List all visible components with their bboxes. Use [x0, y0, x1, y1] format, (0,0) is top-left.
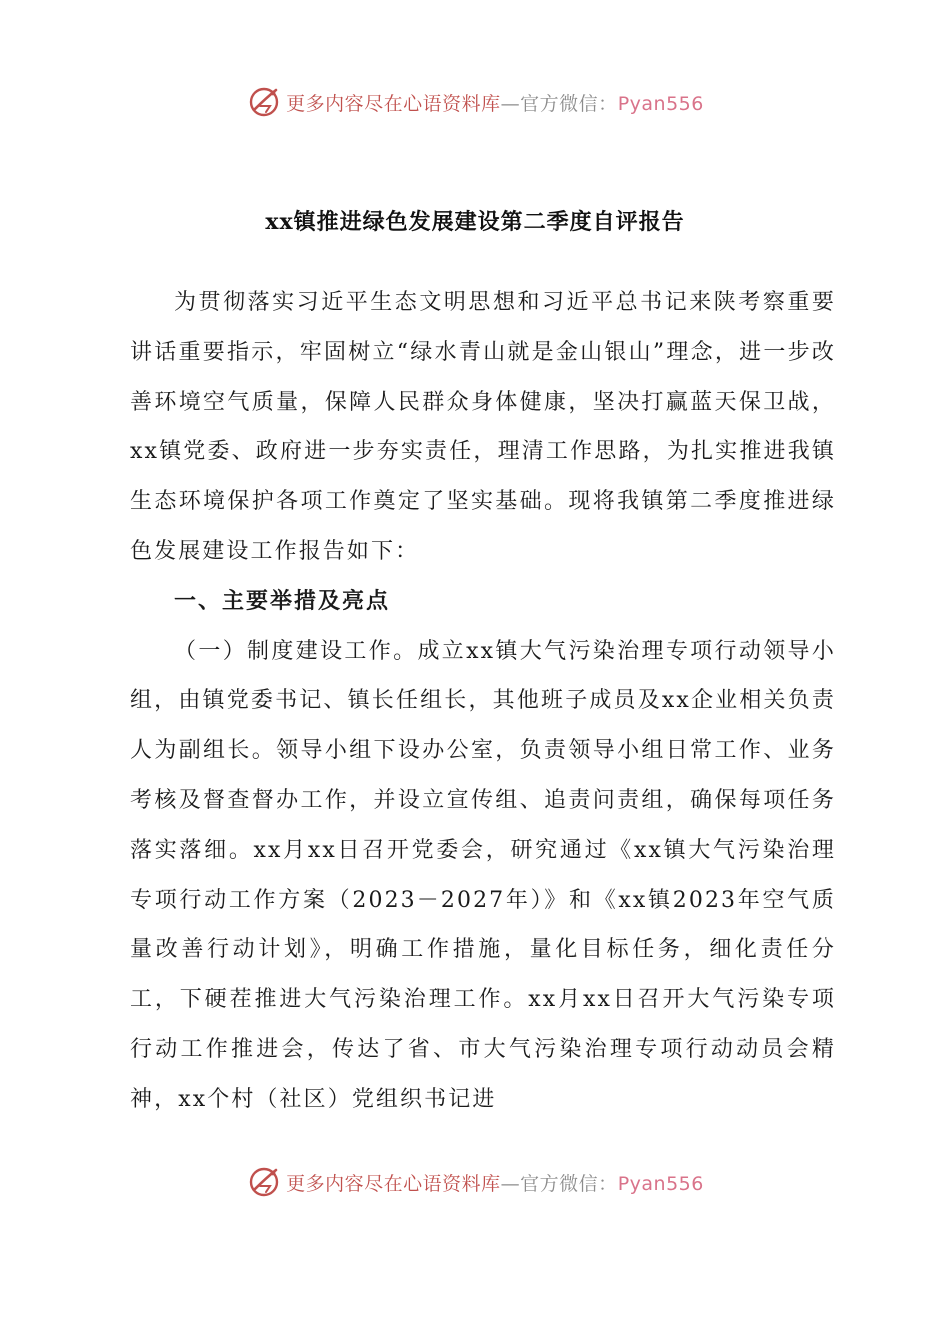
- banner-separator: —: [500, 1172, 521, 1195]
- intro-paragraph: 为贯彻落实习近平生态文明思想和习近平总书记来陕考察重要讲话重要指示，牢固树立“绿水青山就是金山银山”理念，进一步改善环境空气质量，保障人民群众身体健康，坚决打赢蓝天保卫战，xx镇党委、政府进一步夯实责任，理清工作思路，为扎实推进我镇生态环境保护各项工作奠定了坚实基础。现将我镇第二季度推进绿色发展建设工作报告如下：: [130, 290, 836, 564]
- banner-text: [286, 1169, 704, 1196]
- banner-label: 官方微信：: [520, 92, 618, 115]
- header-watermark-banner: [0, 82, 950, 122]
- banner-account: Pyan556: [617, 92, 704, 115]
- document-title: xx镇推进绿色发展建设第二季度自评报告: [265, 209, 685, 235]
- section-paragraph: （一）制度建设工作。成立xx镇大气污染治理专项行动领导小组，由镇党委书记、镇长任组长，其他班子成员及xx企业相关负责人为副组长。领导小组下设办公室，负责领导小组日常工作、业务考核及督查督办工作，并设立宣传组、追责问责组，确保每项任务落实落细。xx月xx日召开党委会，研究通过《xx镇大气污染治理专项行动工作方案（2023－2027年）》和《xx镇2023年空气质量改善行动计划》，明确工作措施，量化目标任务，细化责任分工，下硬茬推进大气污染治理工作。xx月xx日召开大气污染专项行动工作推进会，传达了省、市大气污染治理专项行动动员会精神，xx个村（社区）党组织书记进: [130, 638, 836, 1112]
- banner-text: [286, 89, 704, 116]
- brand-logo-icon: [246, 1164, 282, 1200]
- banner-brand: 更多内容尽在心语资料库: [286, 92, 501, 115]
- banner-label: 官方微信：: [520, 1172, 618, 1195]
- brand-logo-icon: [246, 84, 282, 120]
- banner-account: Pyan556: [617, 1172, 704, 1195]
- footer-watermark-banner: [0, 1162, 950, 1202]
- banner-separator: —: [500, 92, 521, 115]
- document-body: [130, 278, 836, 1125]
- banner-brand: 更多内容尽在心语资料库: [286, 1172, 501, 1195]
- section-heading: 一、主要举措及亮点: [174, 587, 391, 614]
